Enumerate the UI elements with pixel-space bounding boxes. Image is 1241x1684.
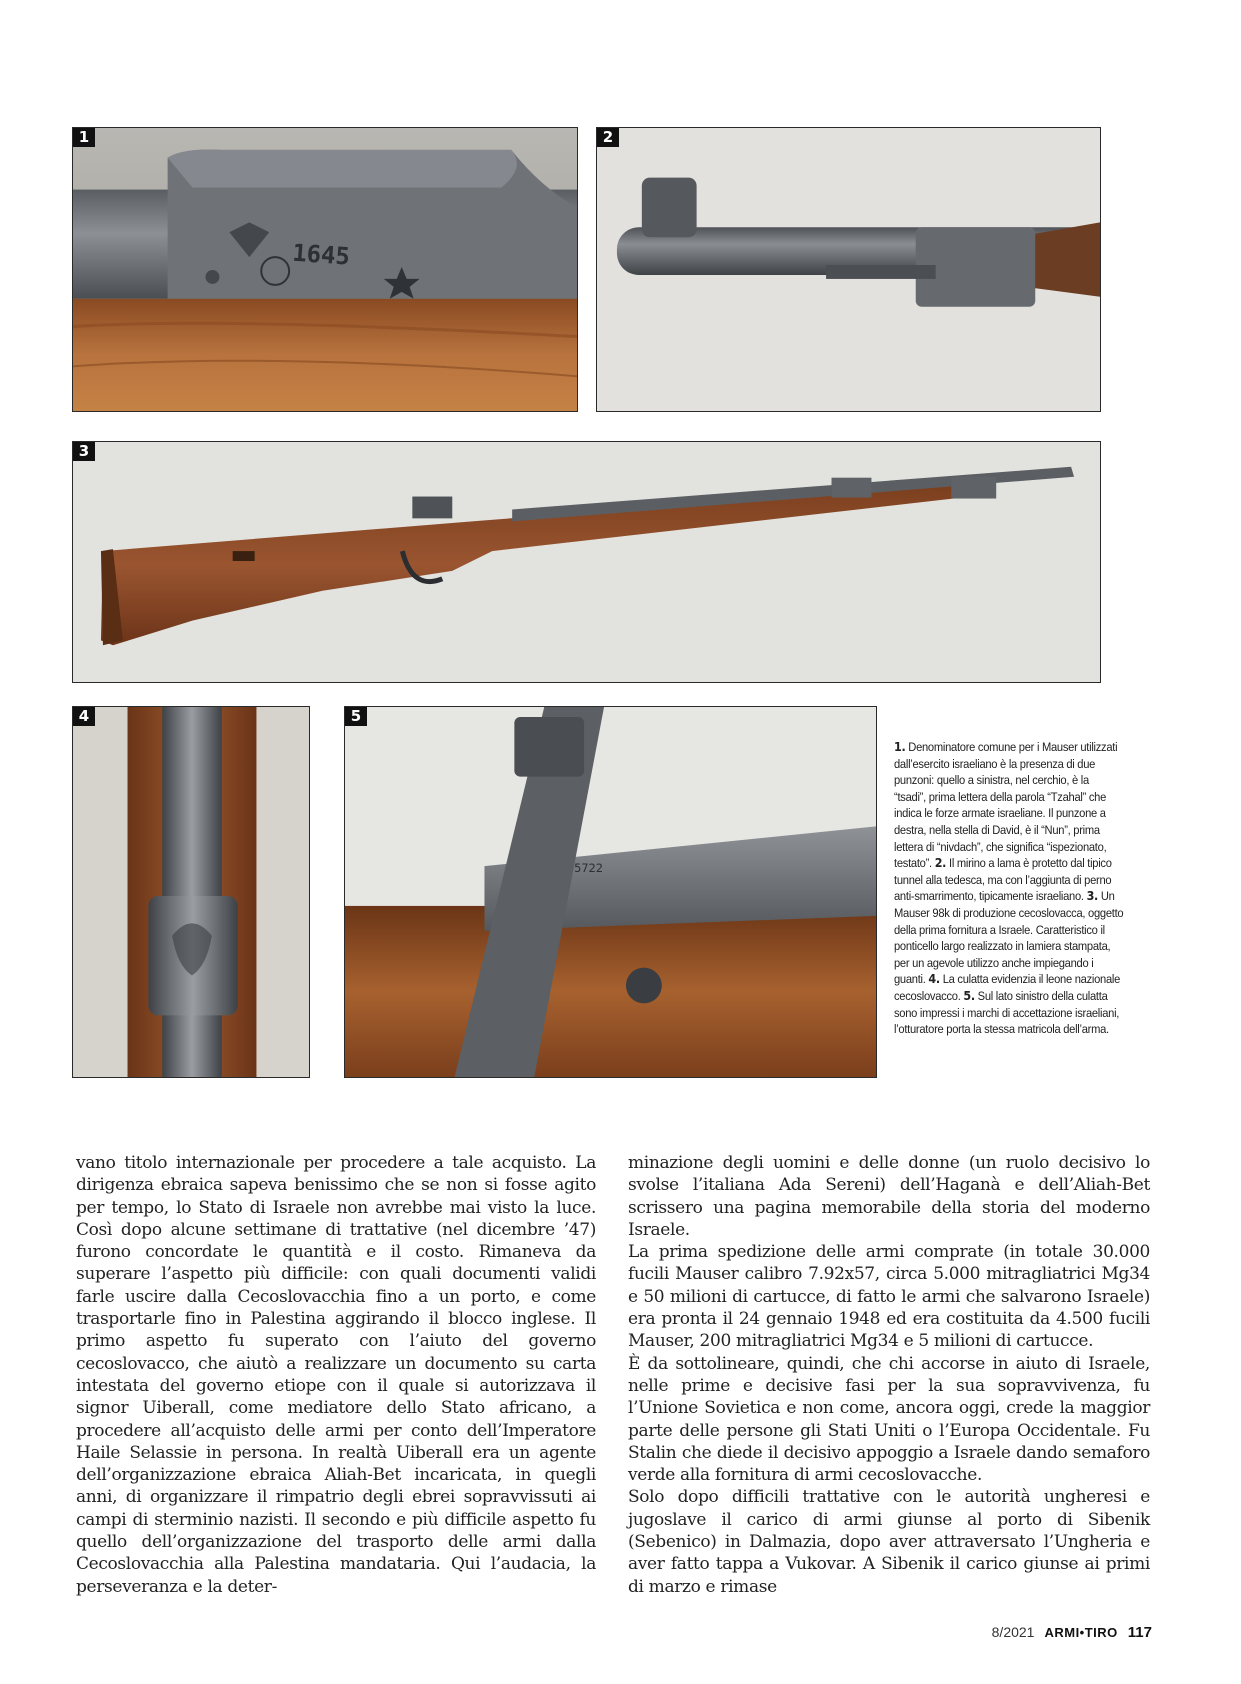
caption-segment-5: 5. Sul lato sinistro della culatta sono impressi i marchi di accettazione israeliani, l’otturatore porta la stessa matricola dell’arma.	[894, 987, 1120, 1037]
photo-number: 4	[73, 707, 95, 726]
paragraph: minazione degli uomini e delle donne (un ruolo decisivo lo svolse l’italiana Ada Sereni) dell’Haganà e dell’Aliah-Bet scrissero una pagina memorabile della storia del moderno Israele.	[628, 1153, 1150, 1240]
photo-4-receiver-top	[72, 706, 310, 1078]
photo-3-full-rifle	[72, 441, 1101, 683]
caption-segment-1: 1. Denominatore comune per i Mauser utilizzati dall’esercito israeliano è la presenza di due punzoni: quello a sinistra, nel cerchio, è la “tsadi”, prima lettera della parola “Tzahal” che indica le forze armate israeliane. Il punzone a destra, nella stella di David, è il “Nun”, prima lettera di “nivdach”, che significa “ispezionato, testato”.	[894, 739, 1118, 871]
photo-number: 3	[73, 442, 95, 461]
photo-2-front-sight	[596, 127, 1101, 412]
photo-number: 1	[73, 128, 95, 147]
photo-number: 2	[597, 128, 619, 147]
photo-1-receiver-markings	[72, 127, 578, 412]
photo-number: 5	[345, 707, 367, 726]
photo-5-receiver-left	[344, 706, 877, 1078]
caption-segment-2: 2. Il mirino a lama è protetto dal tipico tunnel alla tedesca, ma con l’aggiunta di perno anti-smarrimento, tipicamente israeliano.	[894, 855, 1112, 904]
paragraph: Solo dopo difficili trattative con le autorità ungheresi e jugoslave il carico di armi giunse al porto di Sibenik (Sebenico) in Dalmazia, dopo aver attraversato l’Ungheria e aver fatto tappa a Vukovar. A Sibenik il carico giunse ai primi di marzo e rimase	[628, 1487, 1150, 1597]
magazine-logo: ARMI•TIRO	[1044, 1625, 1118, 1640]
body-column-1	[76, 1152, 596, 1598]
stamp-serial: 1645	[291, 238, 351, 271]
page-footer	[992, 1624, 1152, 1641]
paragraph: È da sottolineare, quindi, che chi accorse in aiuto di Israele, nelle prime e decisive fasi per la sua sopravvivenza, fu l’Unione Sovietica e non come, ancora oggi, crede la maggior parte delle persone gli Stati Uniti o l’Europa Occidentale. Fu Stalin che diede il decisivo appoggio a Israele dando semaforo verde alla fornitura di armi cecoslovacche.	[628, 1353, 1150, 1486]
paragraph: La prima spedizione delle armi comprate (in totale 30.000 fucili Mauser calibro 7.92x57, circa 5.000 mitragliatrici Mg34 e 50 milioni di cartucce, di fatto le armi che salvarono Israele) era pronta il 24 gennaio 1948 ed era costituita da 4.500 fucili Mauser, 200 mitragliatrici Mg34 e 5 milioni di cartucce.	[628, 1242, 1150, 1352]
photo-caption	[894, 739, 1124, 1038]
paragraph: vano titolo internazionale per procedere a tale acquisto. La dirigenza ebraica sapeva benissimo che se non si fosse agito per tempo, lo Stato di Israele non avrebbe mai visto la luce. Così dopo alcune settimane di trattative (nel dicembre ’47) furono concordate le quantità e il costo. Rimaneva da superare l’aspetto più difficile: con quali documenti validi farle uscire dalla Cecoslovacchia fino a un porto, e come trasportarle fino in Palestina aggirando il blocco inglese. Il primo aspetto fu superato con l’aiuto del governo cecoslovacco, che aiutò a realizzare un documento su carta intestata del governo etiope con il quale si autorizzava il signor Uiberall, come mediatore dello Stato africano, a procedere all’acquisto delle armi per conto dell’Imperatore Haile Selassie in persona. In realtà Uiberall era un agente dell’organizzazione ebraica Aliah-Bet incaricata, in quegli anni, di organizzare il rimpatrio degli ebrei sopravvissuti ai campi di sterminio nazisti. Il secondo e più difficile aspetto fu quello dell’organizzazione del trasporto delle armi dalla Cecoslovacchia alla Palestina mandataria. Qui l’audacia, la perseveranza e la deter-	[76, 1153, 596, 1597]
caption-segment-3: 3. Un Mauser 98k di produzione cecoslovacca, oggetto della prima fornitura a Israele. Caratteristico il ponticello largo realizzato in lamiera stampata, per un agevole utilizzo anche impiegando i guanti.	[894, 888, 1124, 987]
stamp-serial: 5722	[574, 861, 603, 876]
caption-segment-4: 4. La culatta evidenzia il leone nazionale cecoslovacco.	[894, 971, 1121, 1003]
issue-date: 8/2021	[991, 1624, 1035, 1640]
body-column-2	[628, 1152, 1150, 1598]
page-number: 117	[1127, 1624, 1152, 1641]
